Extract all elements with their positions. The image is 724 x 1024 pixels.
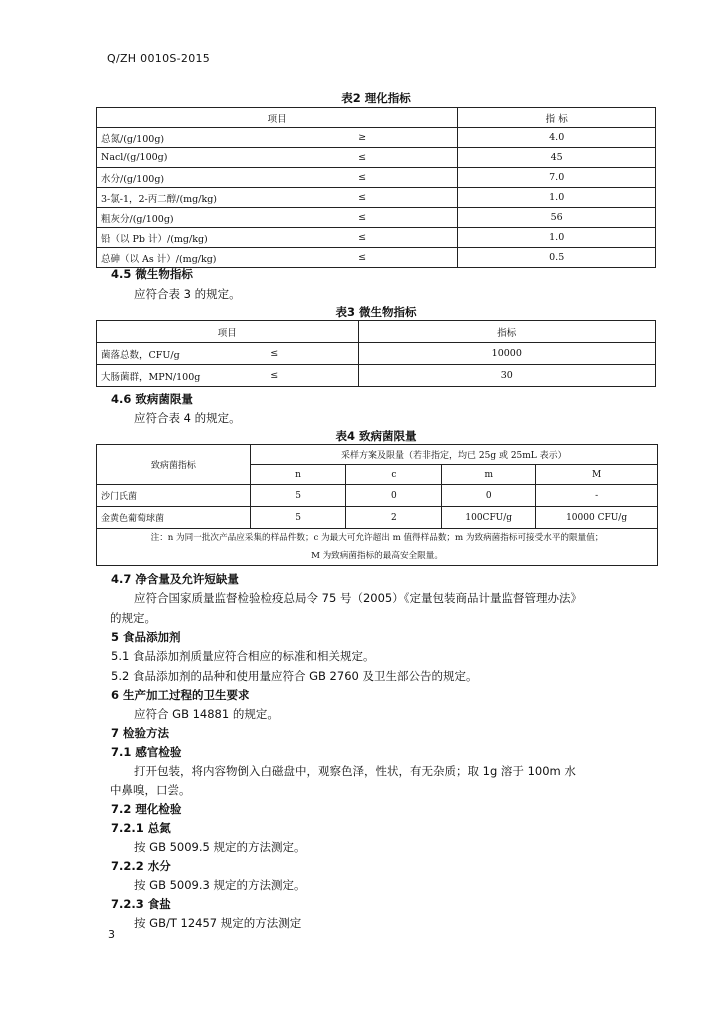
section-5-1: 5.1 食品添加剂质量应符合相应的标准和相关规定。 bbox=[111, 649, 375, 663]
section-7-2-2-title: 7.2.2 水分 bbox=[111, 859, 171, 873]
table-row bbox=[97, 148, 656, 168]
note-line-1: 注：n 为同一批次产品应采集的样品件数；c 为最大可允许超出 m 值得样品数；m 为致病菌指标可接受水平的限量值； bbox=[150, 533, 604, 543]
table-row bbox=[97, 343, 656, 365]
table4-note bbox=[97, 529, 658, 566]
table-row bbox=[97, 365, 656, 387]
row-value: 45 bbox=[458, 148, 656, 168]
section-7-2-3-text: 按 GB/T 12457 规定的方法测定 bbox=[134, 916, 302, 930]
table-row bbox=[97, 128, 656, 148]
table3 bbox=[96, 320, 656, 387]
section-7-1-text-2: 中鼻嗅，口尝。 bbox=[110, 783, 191, 797]
row-sign: ≤ bbox=[354, 208, 458, 228]
section-4-7-title: 4.7 净含量及允许短缺量 bbox=[111, 572, 239, 586]
row-sign: ≤ bbox=[354, 228, 458, 248]
table4 bbox=[96, 444, 658, 566]
section-7-2-3-title: 7.2.3 食盐 bbox=[111, 897, 171, 911]
row-n: 5 bbox=[250, 485, 346, 507]
table-header-row bbox=[97, 108, 656, 128]
section-4-5-text: 应符合表 3 的规定。 bbox=[134, 287, 241, 301]
section-7-2-2-text: 按 GB 5009.3 规定的方法测定。 bbox=[134, 878, 306, 892]
row-sign: ≤ bbox=[354, 168, 458, 188]
section-7-2-title: 7.2 理化检验 bbox=[111, 802, 182, 816]
row-value: 1.0 bbox=[458, 188, 656, 208]
table4-group-head: 采样方案及限量（若非指定，均已 25g 或 25mL 表示） bbox=[250, 445, 657, 465]
row-item: 3-氯-1，2-丙二醇/(mg/kg) bbox=[97, 188, 355, 208]
row-value: 0.5 bbox=[458, 248, 656, 268]
table2-head-item: 项目 bbox=[97, 108, 458, 128]
section-5-2: 5.2 食品添加剂的品种和使用量应符合 GB 2760 及卫生部公告的规定。 bbox=[111, 669, 478, 683]
table2 bbox=[96, 107, 656, 268]
table-row bbox=[97, 168, 656, 188]
table4-caption: 表4 致病菌限量 bbox=[335, 429, 417, 443]
section-7-1-text-1: 打开包装，将内容物倒入白磁盘中，观察色泽，性状，有无杂质；取 1g 溶于 100m 水 bbox=[134, 764, 576, 778]
row-item: 总砷（以 As 计）/(mg/kg) bbox=[97, 248, 355, 268]
row-sign: ≤ bbox=[354, 188, 458, 208]
row-name: 金黄色葡萄球菌 bbox=[97, 507, 251, 529]
row-item: 水分/(g/100g) bbox=[97, 168, 355, 188]
row-value: 10000 bbox=[358, 343, 655, 365]
section-4-7-text-2: 的规定。 bbox=[110, 611, 156, 625]
row-sign: ≤ bbox=[266, 343, 358, 365]
table-header-row bbox=[97, 321, 656, 343]
table-row bbox=[97, 188, 656, 208]
page-number: 3 bbox=[108, 928, 115, 941]
section-6-text: 应符合 GB 14881 的规定。 bbox=[134, 707, 279, 721]
table3-caption: 表3 微生物指标 bbox=[335, 305, 417, 319]
row-name: 沙门氏菌 bbox=[97, 485, 251, 507]
row-M: 10000 CFU/g bbox=[536, 507, 658, 529]
section-7-2-1-text: 按 GB 5009.5 规定的方法测定。 bbox=[134, 840, 306, 854]
section-7-1-title: 7.1 感官检验 bbox=[111, 745, 182, 759]
row-n: 5 bbox=[250, 507, 346, 529]
table2-head-value: 指 标 bbox=[458, 108, 656, 128]
table-note-row bbox=[97, 529, 658, 566]
row-m: 100CFU/g bbox=[442, 507, 536, 529]
subhead-m: m bbox=[442, 465, 536, 485]
row-c: 2 bbox=[346, 507, 442, 529]
note-line-2: M 为致病菌指标的最高安全限量。 bbox=[311, 551, 443, 561]
table-row bbox=[97, 228, 656, 248]
row-item: 铅（以 Pb 计）/(mg/kg) bbox=[97, 228, 355, 248]
row-item: 大肠菌群，MPN/100g bbox=[97, 365, 267, 387]
row-item: 粗灰分/(g/100g) bbox=[97, 208, 355, 228]
section-7-2-1-title: 7.2.1 总氮 bbox=[111, 821, 171, 835]
section-4-5-title: 4.5 微生物指标 bbox=[111, 267, 193, 281]
section-4-6-title: 4.6 致病菌限量 bbox=[111, 392, 193, 406]
table4-col0-head: 致病菌指标 bbox=[97, 445, 251, 485]
row-sign: ≤ bbox=[354, 248, 458, 268]
row-value: 30 bbox=[358, 365, 655, 387]
subhead-c: c bbox=[346, 465, 442, 485]
table-header-row bbox=[97, 445, 658, 465]
table-row bbox=[97, 485, 658, 507]
table-row bbox=[97, 248, 656, 268]
row-M: - bbox=[536, 485, 658, 507]
standard-code: Q/ZH 0010S-2015 bbox=[107, 52, 211, 65]
section-6-title: 6 生产加工过程的卫生要求 bbox=[111, 688, 250, 702]
row-item: 总氮/(g/100g) bbox=[97, 128, 355, 148]
table-row bbox=[97, 507, 658, 529]
section-4-6-text: 应符合表 4 的规定。 bbox=[134, 411, 241, 425]
row-sign: ≥ bbox=[354, 128, 458, 148]
section-4-7-text-1: 应符合国家质量监督检验检疫总局令 75 号（2005）《定量包装商品计量监督管理办法》 bbox=[134, 591, 582, 605]
row-sign: ≤ bbox=[354, 148, 458, 168]
subhead-n: n bbox=[250, 465, 346, 485]
row-value: 56 bbox=[458, 208, 656, 228]
row-value: 4.0 bbox=[458, 128, 656, 148]
row-item: 菌落总数，CFU/g bbox=[97, 343, 267, 365]
row-c: 0 bbox=[346, 485, 442, 507]
table3-head-item: 项目 bbox=[97, 321, 359, 343]
row-value: 1.0 bbox=[458, 228, 656, 248]
subhead-M: M bbox=[536, 465, 658, 485]
section-5-title: 5 食品添加剂 bbox=[111, 630, 181, 644]
section-7-title: 7 检验方法 bbox=[111, 726, 170, 740]
table-row bbox=[97, 208, 656, 228]
row-m: 0 bbox=[442, 485, 536, 507]
row-item: Nacl/(g/100g) bbox=[97, 148, 355, 168]
table2-caption: 表2 理化指标 bbox=[341, 91, 411, 105]
row-sign: ≤ bbox=[266, 365, 358, 387]
row-value: 7.0 bbox=[458, 168, 656, 188]
table3-head-value: 指标 bbox=[358, 321, 655, 343]
